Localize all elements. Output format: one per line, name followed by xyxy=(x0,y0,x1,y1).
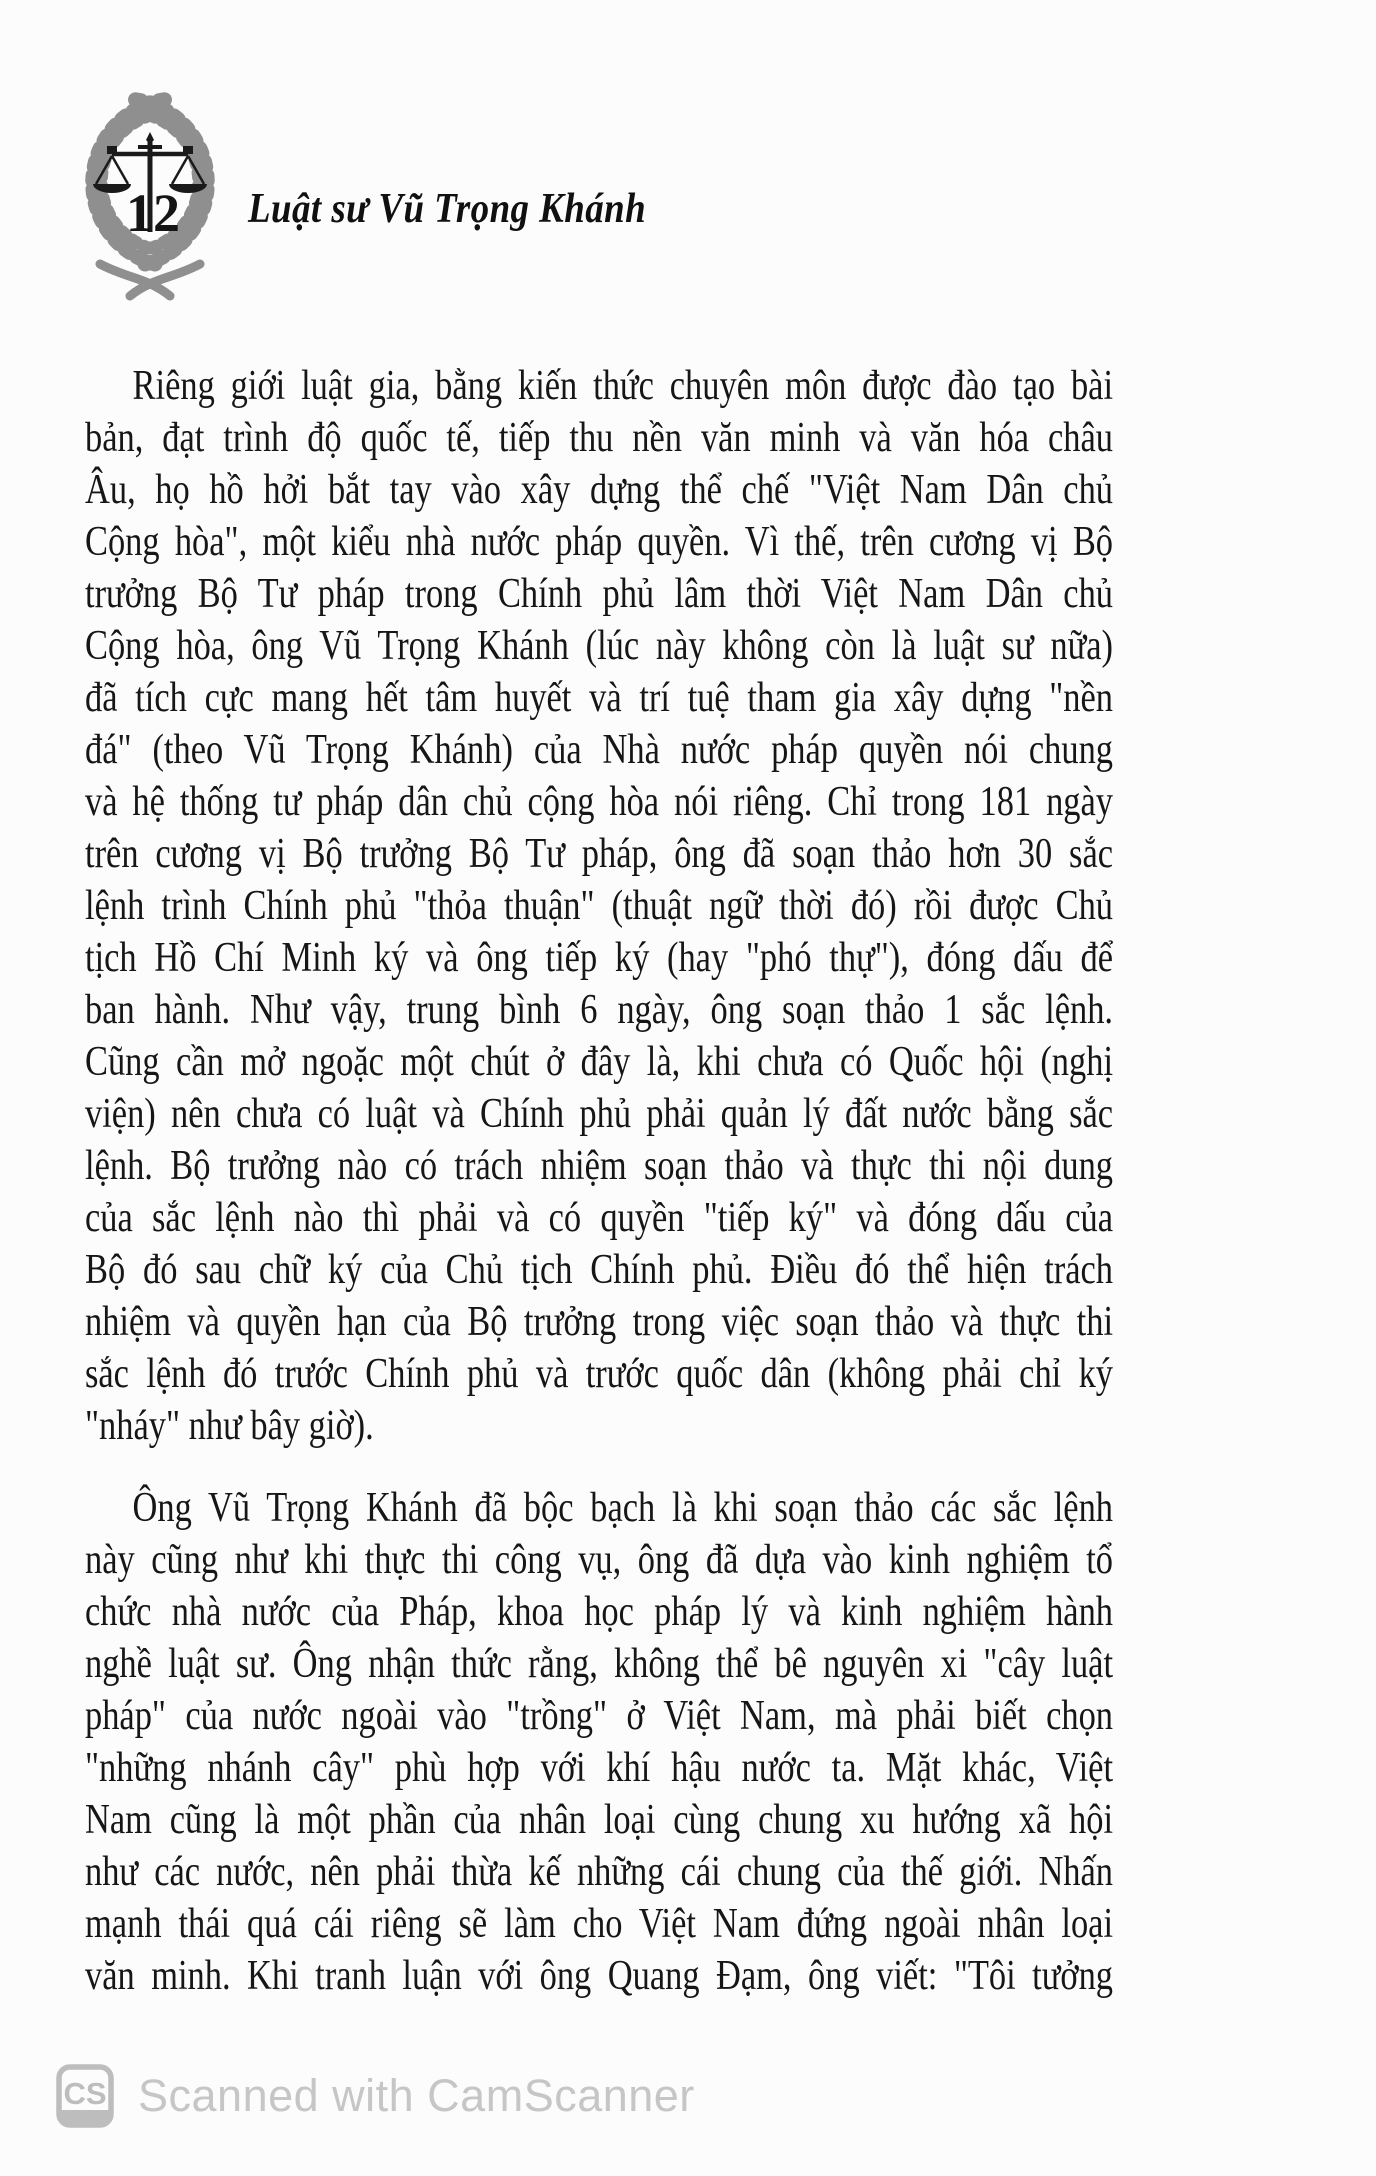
text-line: như các nước, nên phải thừa kế những cái chung của thế giới. Nhấn xyxy=(85,1849,1114,1895)
text-line: lệnh. Bộ trưởng nào có trách nhiệm soạn thảo và thực thi nội dung xyxy=(85,1143,1114,1189)
text-line: Nam cũng là một phần của nhân loại cùng chung xu hướng xã hội xyxy=(85,1797,1114,1843)
text-line: Cũng cần mở ngoặc một chút ở đây là, khi chưa có Quốc hội (nghị xyxy=(85,1039,1114,1085)
text-line: "nháy" như bây giờ). xyxy=(85,1403,374,1449)
text-line: pháp" của nước ngoài vào "trồng" ở Việt Nam, mà phải biết chọn xyxy=(85,1693,1114,1739)
paragraph xyxy=(85,360,1113,1452)
camscanner-logo-letters: CS xyxy=(63,2076,107,2111)
camscanner-footer xyxy=(56,2062,695,2130)
text-line: bản, đạt trình độ quốc tế, tiếp thu nền văn minh và văn hóa châu xyxy=(85,415,1114,461)
running-header-title: Luật sư Vũ Trọng Khánh xyxy=(248,186,647,232)
text-line: ban hành. Như vậy, trung bình 6 ngày, ông soạn thảo 1 sắc lệnh. xyxy=(85,987,1114,1033)
text-line: này cũng như khi thực thi công vụ, ông đã dựa vào kinh nghiệm tổ xyxy=(85,1537,1114,1583)
text-line: nghề luật sư. Ông nhận thức rằng, không thể bê nguyên xi "cây luật xyxy=(85,1641,1114,1687)
text-line: của sắc lệnh nào thì phải và có quyền "tiếp ký" và đóng dấu của xyxy=(85,1195,1114,1241)
camscanner-logo-icon xyxy=(56,2064,114,2128)
text-line: mạnh thái quá cái riêng sẽ làm cho Việt Nam đứng ngoài nhân loại xyxy=(85,1901,1114,1947)
text-line: Ông Vũ Trọng Khánh đã bộc bạch là khi soạn thảo các sắc lệnh xyxy=(132,1485,1114,1531)
text-line: tịch Hồ Chí Minh ký và ông tiếp ký (hay "phó thự"), đóng dấu để xyxy=(85,935,1114,981)
text-line: Riêng giới luật gia, bằng kiến thức chuyên môn được đào tạo bài xyxy=(132,363,1114,409)
text-line: "những nhánh cây" phù hợp với khí hậu nước ta. Mặt khác, Việt xyxy=(85,1745,1114,1791)
text-line: đá" (theo Vũ Trọng Khánh) của Nhà nước pháp quyền nói chung xyxy=(85,727,1114,773)
paragraph xyxy=(85,1482,1113,2002)
page-number: 12 xyxy=(126,183,180,243)
publisher-emblem xyxy=(50,80,250,308)
text-line: nhiệm và quyền hạn của Bộ trưởng trong việc soạn thảo và thực thi xyxy=(85,1299,1114,1345)
text-line: sắc lệnh đó trước Chính phủ và trước quốc dân (không phải chỉ ký xyxy=(85,1351,1114,1397)
text-line: lệnh trình Chính phủ "thỏa thuận" (thuật ngữ thời đó) rồi được Chủ xyxy=(85,883,1114,929)
text-line: văn minh. Khi tranh luận với ông Quang Đạm, ông viết: "Tôi tưởng xyxy=(85,1953,1114,1999)
text-line: Bộ đó sau chữ ký của Chủ tịch Chính phủ. Điều đó thể hiện trách xyxy=(85,1247,1114,1293)
text-line: Âu, họ hồ hởi bắt tay vào xây dựng thể chế "Việt Nam Dân chủ xyxy=(85,467,1114,513)
justice-wreath-icon xyxy=(50,80,250,308)
text-line: viện) nên chưa có luật và Chính phủ phải quản lý đất nước bằng sắc xyxy=(85,1091,1114,1137)
text-line: trên cương vị Bộ trưởng Bộ Tư pháp, ông đã soạn thảo hơn 30 sắc xyxy=(85,831,1114,877)
body-text xyxy=(85,360,1113,2002)
camscanner-label: Scanned with CamScanner xyxy=(138,2070,695,2121)
text-line: đã tích cực mang hết tâm huyết và trí tuệ tham gia xây dựng "nền xyxy=(85,675,1114,721)
text-line: và hệ thống tư pháp dân chủ cộng hòa nói riêng. Chỉ trong 181 ngày xyxy=(85,779,1114,825)
text-line: Cộng hòa", một kiểu nhà nước pháp quyền. Vì thế, trên cương vị Bộ xyxy=(85,519,1114,565)
text-line: Cộng hòa, ông Vũ Trọng Khánh (lúc này không còn là luật sư nữa) xyxy=(85,623,1114,669)
text-line: chức nhà nước của Pháp, khoa học pháp lý và kinh nghiệm hành xyxy=(85,1589,1114,1635)
text-line: trưởng Bộ Tư pháp trong Chính phủ lâm thời Việt Nam Dân chủ xyxy=(85,571,1114,617)
